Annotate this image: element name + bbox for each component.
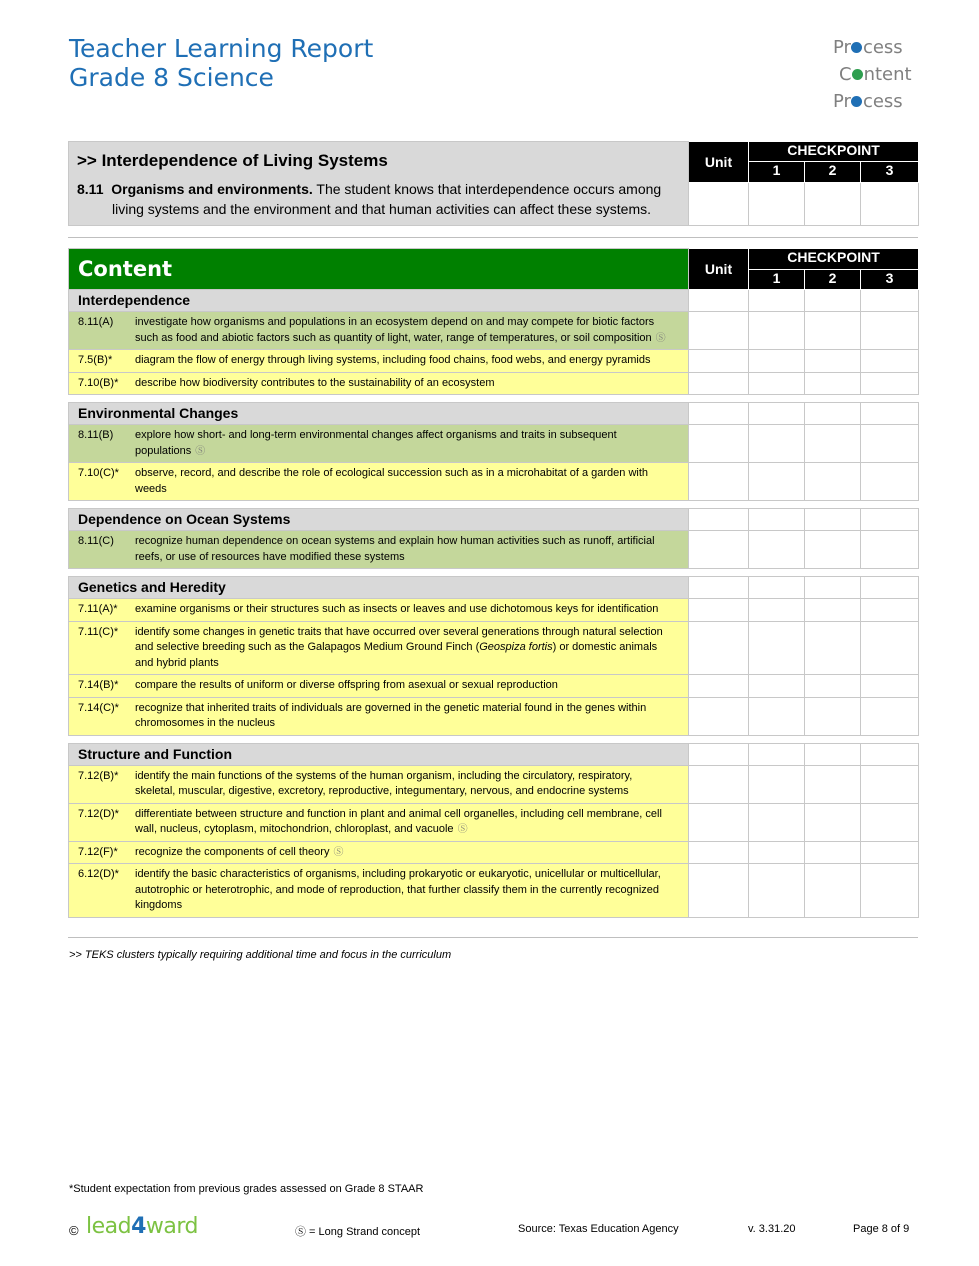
checkpoint-cell[interactable] <box>861 697 919 735</box>
checkpoint-cell[interactable] <box>805 372 861 395</box>
checkpoint-cell[interactable] <box>861 675 919 698</box>
expectation-text: investigate how organisms and populations in an ecosystem depend on and may compete for biotic factors such as food and abiotic factors such as quantity of light, water, range of temperatures, or soil composition Ⓢ <box>135 316 666 344</box>
checkpoint-cell[interactable] <box>805 675 861 698</box>
expectation-text: recognize the components of cell theory Ⓢ <box>135 845 344 858</box>
checkpoint-cell[interactable] <box>861 372 919 395</box>
checkpoint-cell[interactable] <box>861 425 919 463</box>
checkpoint-column-header: CHECKPOINT <box>749 249 919 270</box>
category-name: Structure and Function <box>69 743 689 765</box>
checkpoint-cell[interactable] <box>749 743 805 765</box>
checkpoint-cell[interactable] <box>805 182 861 225</box>
standard-description <box>69 142 689 226</box>
checkpoint-1-header: 1 <box>749 162 805 182</box>
category-row <box>69 403 919 425</box>
unit-cell[interactable] <box>689 290 749 312</box>
expectation-text: examine organisms or their structures such as insects or leaves and use dichotomous keys for identification <box>135 603 659 615</box>
long-strand-legend: Ⓢ = Long Strand concept <box>295 1226 421 1238</box>
expectation-text: differentiate between structure and function in plant and animal cell organelles, including cell membrane, cell wall, nucleus, cytoplasm, mitochondrion, chloroplast, and vacuole Ⓢ <box>135 807 662 835</box>
checkpoint-cell[interactable] <box>749 803 805 841</box>
checkpoint-cell[interactable] <box>749 290 805 312</box>
long-strand-icon: Ⓢ <box>457 824 468 835</box>
expectation-text: observe, record, and describe the role of ecological succession such as in a microhabitat of a garden with weeds <box>135 467 649 495</box>
unit-cell[interactable] <box>689 531 749 569</box>
checkpoint-cell[interactable] <box>749 577 805 599</box>
expectation-cell <box>69 312 689 350</box>
expectation-code: 8.11(A) <box>78 316 114 328</box>
checkpoint-cell[interactable] <box>861 599 919 622</box>
unit-column-header: Unit <box>689 249 749 290</box>
expectation-cell <box>69 599 689 622</box>
expectation-cell <box>69 372 689 395</box>
asterisk-note: *Student expectation from previous grades assessed on Grade 8 STAAR <box>69 1183 424 1195</box>
expectation-cell <box>69 425 689 463</box>
expectation-code: 7.12(F)* <box>78 845 118 858</box>
logo-dot-green-icon <box>852 69 863 80</box>
teks-cluster-note: >> TEKS clusters typically requiring additional time and focus in the curriculum <box>69 949 452 961</box>
expectation-row <box>69 350 919 373</box>
expectation-code: 7.11(C)* <box>78 625 119 638</box>
unit-cell[interactable] <box>689 841 749 864</box>
checkpoint-cell[interactable] <box>749 621 805 675</box>
checkpoint-cell[interactable] <box>861 841 919 864</box>
checkpoint-cell[interactable] <box>861 577 919 599</box>
checkpoint-2-header: 2 <box>805 269 861 290</box>
checkpoint-cell[interactable] <box>861 182 919 225</box>
expectation-code: 7.10(C)* <box>78 467 119 479</box>
expectation-row <box>69 803 919 841</box>
lead4ward-logo: lead4ward <box>86 1214 199 1239</box>
checkpoint-cell[interactable] <box>805 509 861 531</box>
expectation-text: describe how biodiversity contributes to the sustainability of an ecosystem <box>135 376 495 389</box>
unit-cell[interactable] <box>689 743 749 765</box>
checkpoint-cell[interactable] <box>861 621 919 675</box>
expectation-code: 7.12(D)* <box>78 807 119 820</box>
report-title <box>69 34 373 92</box>
category-row <box>69 743 919 765</box>
logo-dot-blue-icon <box>851 42 862 53</box>
content-table <box>68 248 919 918</box>
checkpoint-cell[interactable] <box>861 312 919 350</box>
standard-table <box>68 141 919 226</box>
category-name: Genetics and Heredity <box>69 577 689 599</box>
report-title-line1: Teacher Learning Report <box>69 34 374 63</box>
expectation-text: explore how short- and long-term environmental changes affect organisms and traits in subsequent populations Ⓢ <box>135 429 617 457</box>
expectation-row <box>69 841 919 864</box>
expectation-cell <box>69 697 689 735</box>
page-number: Page 8 of 9 <box>853 1223 910 1235</box>
expectation-row <box>69 621 919 675</box>
expectation-cell <box>69 803 689 841</box>
version-text: v. 3.31.20 <box>748 1223 796 1235</box>
checkpoint-2-header: 2 <box>805 162 861 182</box>
checkpoint-cell[interactable] <box>861 864 919 918</box>
checkpoint-cell[interactable] <box>749 509 805 531</box>
checkpoint-3-header: 3 <box>861 269 919 290</box>
checkpoint-cell[interactable] <box>749 765 805 803</box>
unit-column-header: Unit <box>689 142 749 183</box>
checkpoint-cell[interactable] <box>805 697 861 735</box>
divider <box>68 237 918 238</box>
expectation-cell <box>69 864 689 918</box>
checkpoint-cell[interactable] <box>861 531 919 569</box>
expectation-text: identify some changes in genetic traits that have occurred over several generations through natural selection and selective breeding such as the Galapagos Medium Ground Finch (Geospiza fortis) or domestic animals and hybrid plants <box>135 625 663 669</box>
checkpoint-1-header: 1 <box>749 269 805 290</box>
expectation-text: identify the main functions of the systems of the human organism, including the circulatory, respiratory, skeletal, muscular, digestive, excretory, reproductive, integumentary, nervous, and endocrine systems <box>135 769 633 797</box>
checkpoint-cell[interactable] <box>805 577 861 599</box>
category-row <box>69 290 919 312</box>
standard-text: 8.11 Organisms and environments. The student knows that interdependence occurs among living systems and the environment and that human activities can affect these systems. <box>77 181 662 217</box>
unit-cell[interactable] <box>689 509 749 531</box>
checkpoint-cell[interactable] <box>805 841 861 864</box>
source-text: Source: Texas Education Agency <box>518 1223 679 1235</box>
category-name: Dependence on Ocean Systems <box>69 509 689 531</box>
checkpoint-cell[interactable] <box>749 312 805 350</box>
expectation-code: 8.11(B) <box>78 429 114 441</box>
expectation-text: recognize that inherited traits of individuals are governed in the genetic material found in the genes within chromosomes in the nucleus <box>135 701 647 729</box>
unit-cell[interactable] <box>689 599 749 622</box>
expectation-cell <box>69 675 689 698</box>
expectation-row <box>69 463 919 501</box>
expectation-cell <box>69 531 689 569</box>
checkpoint-cell[interactable] <box>749 425 805 463</box>
checkpoint-cell[interactable] <box>805 864 861 918</box>
expectation-row <box>69 372 919 395</box>
expectation-row <box>69 697 919 735</box>
checkpoint-cell[interactable] <box>805 312 861 350</box>
checkpoint-cell[interactable] <box>749 864 805 918</box>
checkpoint-3-header: 3 <box>861 162 919 182</box>
expectation-code: 7.12(B)* <box>78 769 119 782</box>
checkpoint-cell[interactable] <box>805 765 861 803</box>
expectation-row <box>69 599 919 622</box>
expectation-cell <box>69 463 689 501</box>
category-row <box>69 509 919 531</box>
expectation-cell <box>69 841 689 864</box>
checkpoint-cell[interactable] <box>861 290 919 312</box>
checkpoint-cell[interactable] <box>861 765 919 803</box>
unit-cell[interactable] <box>689 463 749 501</box>
expectation-code: 7.10(B)* <box>78 376 119 389</box>
unit-cell[interactable] <box>689 765 749 803</box>
checkpoint-cell[interactable] <box>749 531 805 569</box>
unit-cell[interactable] <box>689 577 749 599</box>
unit-cell[interactable] <box>689 697 749 735</box>
checkpoint-cell[interactable] <box>861 743 919 765</box>
process-content-process-logo: Pr cess C ntent Pr cess <box>833 37 912 112</box>
unit-cell[interactable] <box>689 312 749 350</box>
checkpoint-cell[interactable] <box>861 463 919 501</box>
divider <box>68 937 918 938</box>
report-title-line2: Grade 8 Science <box>69 63 274 92</box>
expectation-row <box>69 675 919 698</box>
category-name: Interdependence <box>69 290 689 312</box>
expectation-row <box>69 864 919 918</box>
expectation-code: 7.11(A)* <box>78 603 118 615</box>
content-heading: Content <box>69 249 689 290</box>
category-name: Environmental Changes <box>69 403 689 425</box>
checkpoint-cell[interactable] <box>805 463 861 501</box>
checkpoint-column-header: CHECKPOINT <box>749 142 919 162</box>
checkpoint-cell[interactable] <box>749 675 805 698</box>
checkpoint-cell[interactable] <box>749 372 805 395</box>
long-strand-icon: Ⓢ <box>655 332 666 344</box>
unit-cell[interactable] <box>689 403 749 425</box>
unit-cell[interactable] <box>689 182 749 225</box>
copyright-icon: © <box>69 1223 79 1238</box>
logo-dot-blue-icon <box>851 96 862 107</box>
expectation-row <box>69 425 919 463</box>
checkpoint-cell[interactable] <box>805 803 861 841</box>
checkpoint-cell[interactable] <box>749 841 805 864</box>
unit-cell[interactable] <box>689 372 749 395</box>
checkpoint-cell[interactable] <box>805 621 861 675</box>
checkpoint-cell[interactable] <box>805 599 861 622</box>
checkpoint-cell[interactable] <box>749 463 805 501</box>
expectation-code: 8.11(C) <box>78 535 114 547</box>
unit-cell[interactable] <box>689 621 749 675</box>
checkpoint-cell[interactable] <box>805 531 861 569</box>
checkpoint-cell[interactable] <box>749 697 805 735</box>
checkpoint-cell[interactable] <box>861 403 919 425</box>
expectation-cell <box>69 765 689 803</box>
expectation-code: 7.14(B)* <box>78 679 119 691</box>
unit-cell[interactable] <box>689 864 749 918</box>
expectation-cell <box>69 621 689 675</box>
checkpoint-cell[interactable] <box>749 182 805 225</box>
checkpoint-cell[interactable] <box>805 403 861 425</box>
expectation-text: recognize human dependence on ocean systems and explain how human activities such as runoff, artificial reefs, or use of resources have modified these systems <box>135 535 655 563</box>
unit-cell[interactable] <box>689 425 749 463</box>
checkpoint-cell[interactable] <box>861 803 919 841</box>
checkpoint-cell[interactable] <box>805 290 861 312</box>
unit-cell[interactable] <box>689 675 749 698</box>
long-strand-icon: Ⓢ <box>195 445 206 457</box>
category-row <box>69 577 919 599</box>
expectation-code: 6.12(D)* <box>78 868 119 880</box>
checkpoint-cell[interactable] <box>749 350 805 373</box>
checkpoint-cell[interactable] <box>749 599 805 622</box>
checkpoint-cell[interactable] <box>805 743 861 765</box>
expectation-text: identify the basic characteristics of organisms, including prokaryotic or eukaryotic, unicellular or multicellular, autotrophic or heterotrophic, and mode of reproduction, that further classify them in the currently recognized kingdoms <box>135 868 661 911</box>
checkpoint-cell[interactable] <box>749 403 805 425</box>
expectation-row <box>69 312 919 350</box>
expectation-code: 7.14(C)* <box>78 701 119 714</box>
checkpoint-cell[interactable] <box>805 425 861 463</box>
long-strand-icon: Ⓢ <box>333 846 344 858</box>
unit-cell[interactable] <box>689 350 749 373</box>
expectation-row <box>69 765 919 803</box>
checkpoint-cell[interactable] <box>861 350 919 373</box>
expectation-code: 7.5(B)* <box>78 354 113 366</box>
expectation-text: diagram the flow of energy through living systems, including food chains, food webs, and energy pyramids <box>135 354 651 366</box>
expectation-text: compare the results of uniform or diverse offspring from asexual or sexual reproduction <box>135 679 558 691</box>
standard-title: >> Interdependence of Living Systems <box>77 151 388 170</box>
checkpoint-cell[interactable] <box>805 350 861 373</box>
expectation-cell <box>69 350 689 373</box>
unit-cell[interactable] <box>689 803 749 841</box>
checkpoint-cell[interactable] <box>861 509 919 531</box>
expectation-row <box>69 531 919 569</box>
